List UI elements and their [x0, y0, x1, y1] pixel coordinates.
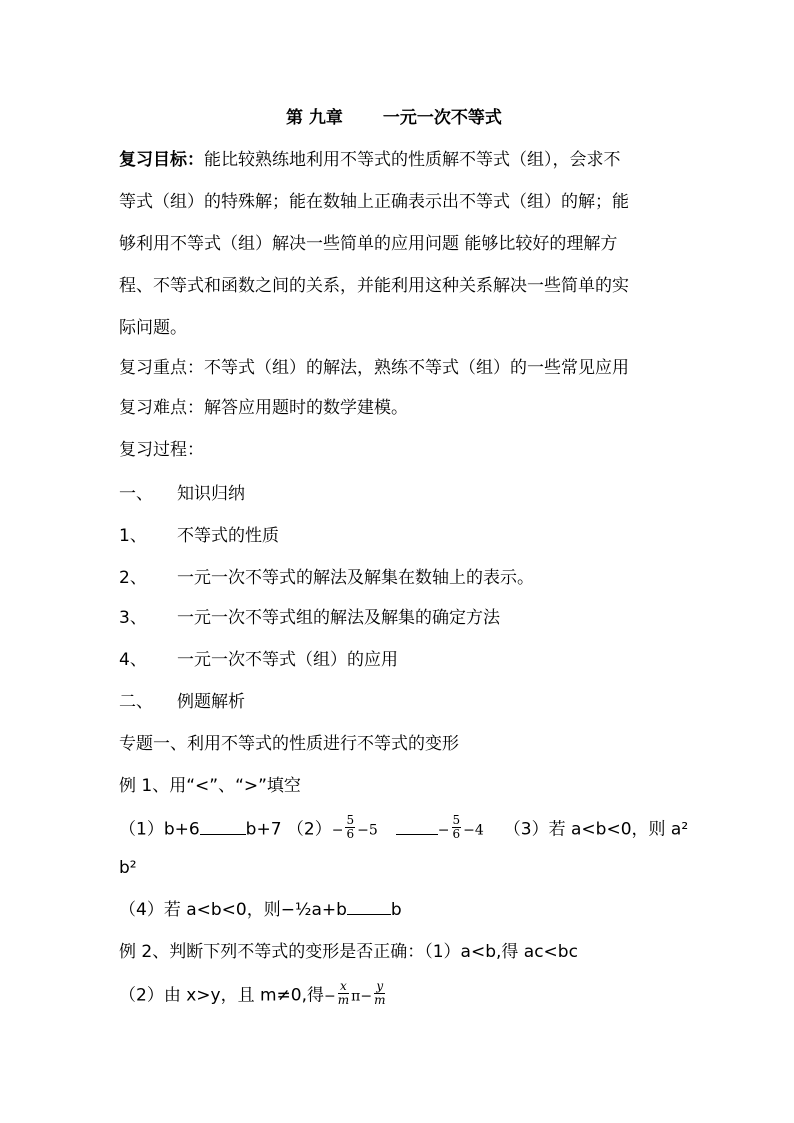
- fraction-x-over-m: [338, 980, 349, 1007]
- list-item: [119, 568, 534, 588]
- list-item-text: 一元一次不等式的解法及解集在数轴上的表示。: [177, 568, 534, 588]
- fraction-x-numerator: x: [338, 980, 349, 994]
- fraction-1-denominator: 6: [346, 827, 355, 841]
- fraction-2-tail: −4: [463, 822, 484, 839]
- fraction-y-over-m: [374, 980, 385, 1007]
- section-1-label: 知识归纳: [177, 484, 245, 504]
- list-item-num: 3、: [119, 608, 147, 628]
- fraction-2-denominator: 6: [452, 827, 461, 841]
- chapter-subject: 一元一次不等式: [382, 108, 502, 128]
- fraction-y-denominator: m: [374, 993, 386, 1007]
- answer-blank[interactable]: [200, 820, 246, 835]
- example-2-part-2: [119, 979, 387, 1009]
- objectives-line-5: 际问题。: [119, 318, 187, 338]
- chapter-label: 第 九章: [286, 108, 343, 128]
- example-1-part-4: [119, 900, 402, 920]
- list-item-num: 4、: [119, 650, 147, 670]
- example-1-part-1-pre: （1）b+6: [119, 819, 200, 840]
- fraction-1: [345, 814, 355, 841]
- example-1-wrap: b²: [119, 858, 137, 878]
- answer-blank[interactable]: [396, 820, 438, 835]
- list-item-num: 1、: [119, 526, 147, 546]
- objectives-text-1: 能比较熟练地利用不等式的性质解不等式（组），会求不: [204, 150, 621, 170]
- objectives-line-3: 够利用不等式（组）解决一些简单的应用问题 能够比较好的理解方: [119, 234, 618, 254]
- list-item: [119, 608, 500, 628]
- answer-blank[interactable]: [347, 900, 391, 915]
- objectives-line-2: 等式（组）的特殊解；能在数轴上正确表示出不等式（组）的解；能: [119, 192, 629, 212]
- objectives-label: 复习目标：: [119, 150, 204, 170]
- section-1-num: 一、: [119, 484, 153, 504]
- section-2-heading: [119, 692, 245, 712]
- fraction-1-sign: −: [331, 822, 344, 839]
- list-item-text: 一元一次不等式（组）的应用: [177, 650, 398, 670]
- fraction-2-numerator: 5: [452, 813, 461, 827]
- section-2-label: 例题解析: [177, 692, 245, 712]
- fraction-1-numerator: 5: [346, 813, 355, 827]
- page-title: [286, 108, 502, 128]
- example-2-part-2-pre: （2）由 x>y，且 m≠0,得: [119, 985, 325, 1006]
- list-item-text: 不等式的性质: [177, 526, 279, 546]
- list-item-num: 2、: [119, 568, 147, 588]
- example-1-part-4-pre: （4）若 a<b<0，则−½a+b: [119, 900, 347, 920]
- fraction-x-denominator: m: [337, 993, 350, 1007]
- difficulties: 复习难点：解答应用题时的数学建模。: [119, 398, 408, 418]
- relation-symbol: π: [351, 988, 361, 1005]
- section-2-num: 二、: [119, 692, 153, 712]
- fraction-2: [452, 814, 462, 841]
- list-item: [119, 526, 279, 546]
- fraction-1-tail: −5: [357, 822, 378, 839]
- example-1-title: 例 1、用“<”、“>”填空: [119, 776, 301, 796]
- section-1-heading: [119, 484, 245, 504]
- example-1-part-3: （3）若 a<b<0，则 a²: [503, 819, 689, 840]
- example-1-part-1-post: b+7 （2）: [245, 819, 332, 840]
- fraction-y-numerator: y: [374, 980, 385, 994]
- key-points: 复习重点：不等式（组）的解法，熟练不等式（组）的一些常见应用: [119, 358, 629, 378]
- example-1-part-4-post: b: [390, 900, 402, 920]
- example-1-parts: [119, 813, 689, 843]
- topic-1-heading: 专题一、利用不等式的性质进行不等式的变形: [119, 734, 459, 754]
- example-2-title: 例 2、判断下列不等式的变形是否正确：（1）a<b,得 ac<bc: [119, 942, 578, 962]
- list-item: [119, 650, 398, 670]
- objectives-line-1: [119, 150, 621, 170]
- fraction-x-sign: −: [324, 988, 336, 1005]
- objectives-line-4: 程、不等式和函数之间的关系，并能利用这种关系解决一些简单的实: [119, 276, 629, 296]
- process-label: 复习过程：: [119, 440, 204, 460]
- fraction-y-sign: −: [360, 988, 373, 1005]
- list-item-text: 一元一次不等式组的解法及解集的确定方法: [177, 608, 500, 628]
- fraction-2-sign: −: [437, 822, 450, 839]
